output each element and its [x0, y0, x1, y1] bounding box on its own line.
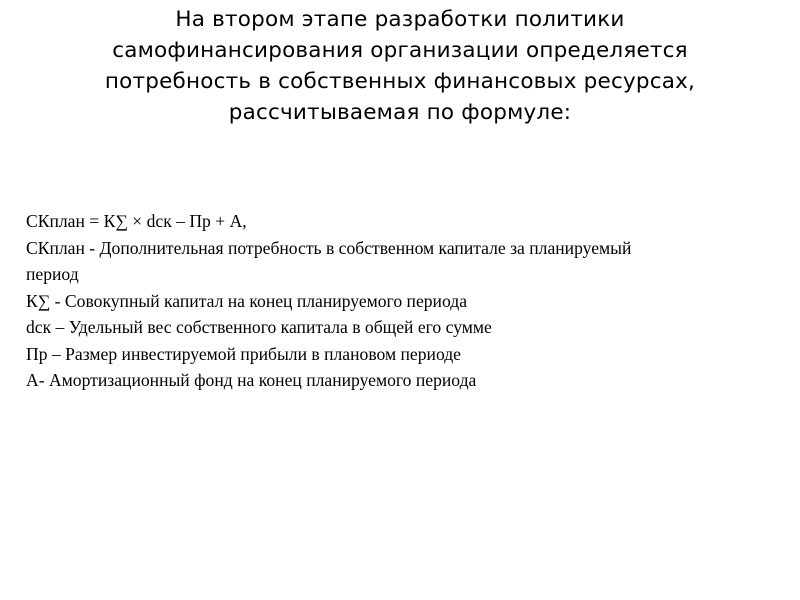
- title-line-1: На втором этапе разработки политики: [175, 7, 625, 32]
- definition-dsk: dск – Удельный вес собственного капитала в общей его сумме: [26, 317, 492, 337]
- definition-pr: Пр – Размер инвестируемой прибыли в плановом периоде: [26, 343, 461, 364]
- slide-title: [40, 4, 760, 128]
- definition-a: А- Амортизационный фонд на конец планируемого периода: [26, 370, 477, 390]
- slide-body: [26, 208, 796, 394]
- definition-k-sum: К∑ - Совокупный капитал на конец планируемого периода: [26, 290, 468, 311]
- formula-text: СКплан = К∑ × dск – Пр + А,: [26, 211, 247, 231]
- title-line-3: потребность в собственных финансовых ресурсах,: [104, 69, 696, 94]
- definition-skplan: СКплан - Дополнительная потребность в собственном капитале за планируемый: [26, 237, 632, 258]
- title-line-4: рассчитываемая по формуле:: [228, 100, 572, 125]
- definition-skplan-continued: период: [26, 264, 79, 284]
- title-line-2: самофинансирования организации определяется: [112, 38, 688, 63]
